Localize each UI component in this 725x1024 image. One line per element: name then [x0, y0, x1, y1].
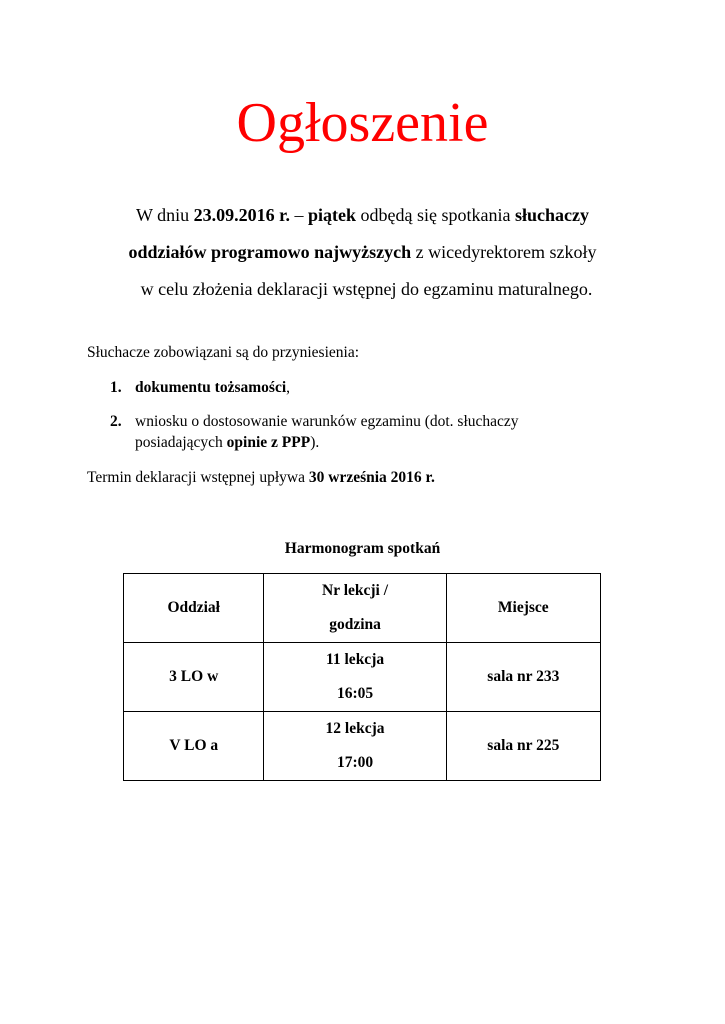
- deadline-text: [87, 468, 435, 488]
- intro-line-3: [0, 271, 725, 308]
- list-rest-text: ).: [310, 434, 320, 451]
- list-rest-text: posiadających: [135, 434, 227, 451]
- list-text-line: [135, 432, 519, 453]
- meeting-date: 23.09.2016 r.: [193, 205, 291, 225]
- deadline-label: Termin deklaracji wstępnej upływa: [87, 469, 309, 486]
- intro-line-1: [0, 197, 725, 234]
- header-place: Miejsce: [446, 574, 600, 643]
- cell-lesson: [264, 643, 446, 712]
- list-text: [135, 377, 290, 398]
- intro-bold-text: oddziałów programowo najwyższych: [128, 242, 412, 262]
- table-row: [124, 712, 601, 781]
- intro-text: z wicedyrektorem szkoły: [411, 242, 597, 262]
- obligation-text: Słuchacze zobowiązani są do przyniesienia:: [87, 344, 359, 361]
- list-rest-text: ,: [286, 379, 291, 396]
- intro-text: –: [290, 205, 309, 225]
- cell-division: 3 LO w: [124, 643, 264, 712]
- header-lesson-line: godzina: [329, 616, 381, 633]
- intro-paragraph: [0, 197, 725, 308]
- deadline-date: 30 września 2016 r.: [308, 469, 435, 486]
- header-division: Oddział: [124, 574, 264, 643]
- list-bold-text: opinie z PPP: [226, 434, 311, 451]
- cell-division: V LO a: [124, 712, 264, 781]
- intro-text: W dniu: [136, 205, 194, 225]
- cell-lesson-time: 16:05: [336, 685, 374, 702]
- list-bold-text: dokumentu tożsamości: [135, 379, 287, 396]
- schedule-table: [123, 573, 601, 781]
- cell-lesson-number: 11 lekcja: [325, 651, 385, 668]
- list-number: 2.: [110, 413, 122, 430]
- table-header-row: [124, 574, 601, 643]
- intro-line-2: [0, 234, 725, 271]
- header-lesson: [264, 574, 446, 643]
- cell-place: sala nr 233: [446, 643, 600, 712]
- announcement-title: Ogłoszenie: [236, 92, 489, 154]
- list-text-line: wniosku o dostosowanie warunków egzaminu (dot. słuchaczy: [135, 413, 519, 430]
- intro-text: w celu złożenia deklaracji wstępnej do egzaminu maturalnego.: [140, 279, 593, 299]
- intro-bold-text: słuchaczy: [515, 205, 589, 225]
- header-lesson-line: Nr lekcji /: [322, 582, 389, 599]
- cell-lesson-time: 17:00: [336, 754, 374, 771]
- meeting-weekday: piątek: [308, 205, 357, 225]
- cell-lesson: [264, 712, 446, 781]
- schedule-title: Harmonogram spotkań: [284, 540, 441, 557]
- cell-place: sala nr 225: [446, 712, 600, 781]
- list-number: 1.: [110, 379, 122, 396]
- intro-text: odbędą się spotkania: [356, 205, 515, 225]
- table-row: [124, 643, 601, 712]
- list-text: [135, 411, 519, 453]
- cell-lesson-number: 12 lekcja: [325, 720, 385, 737]
